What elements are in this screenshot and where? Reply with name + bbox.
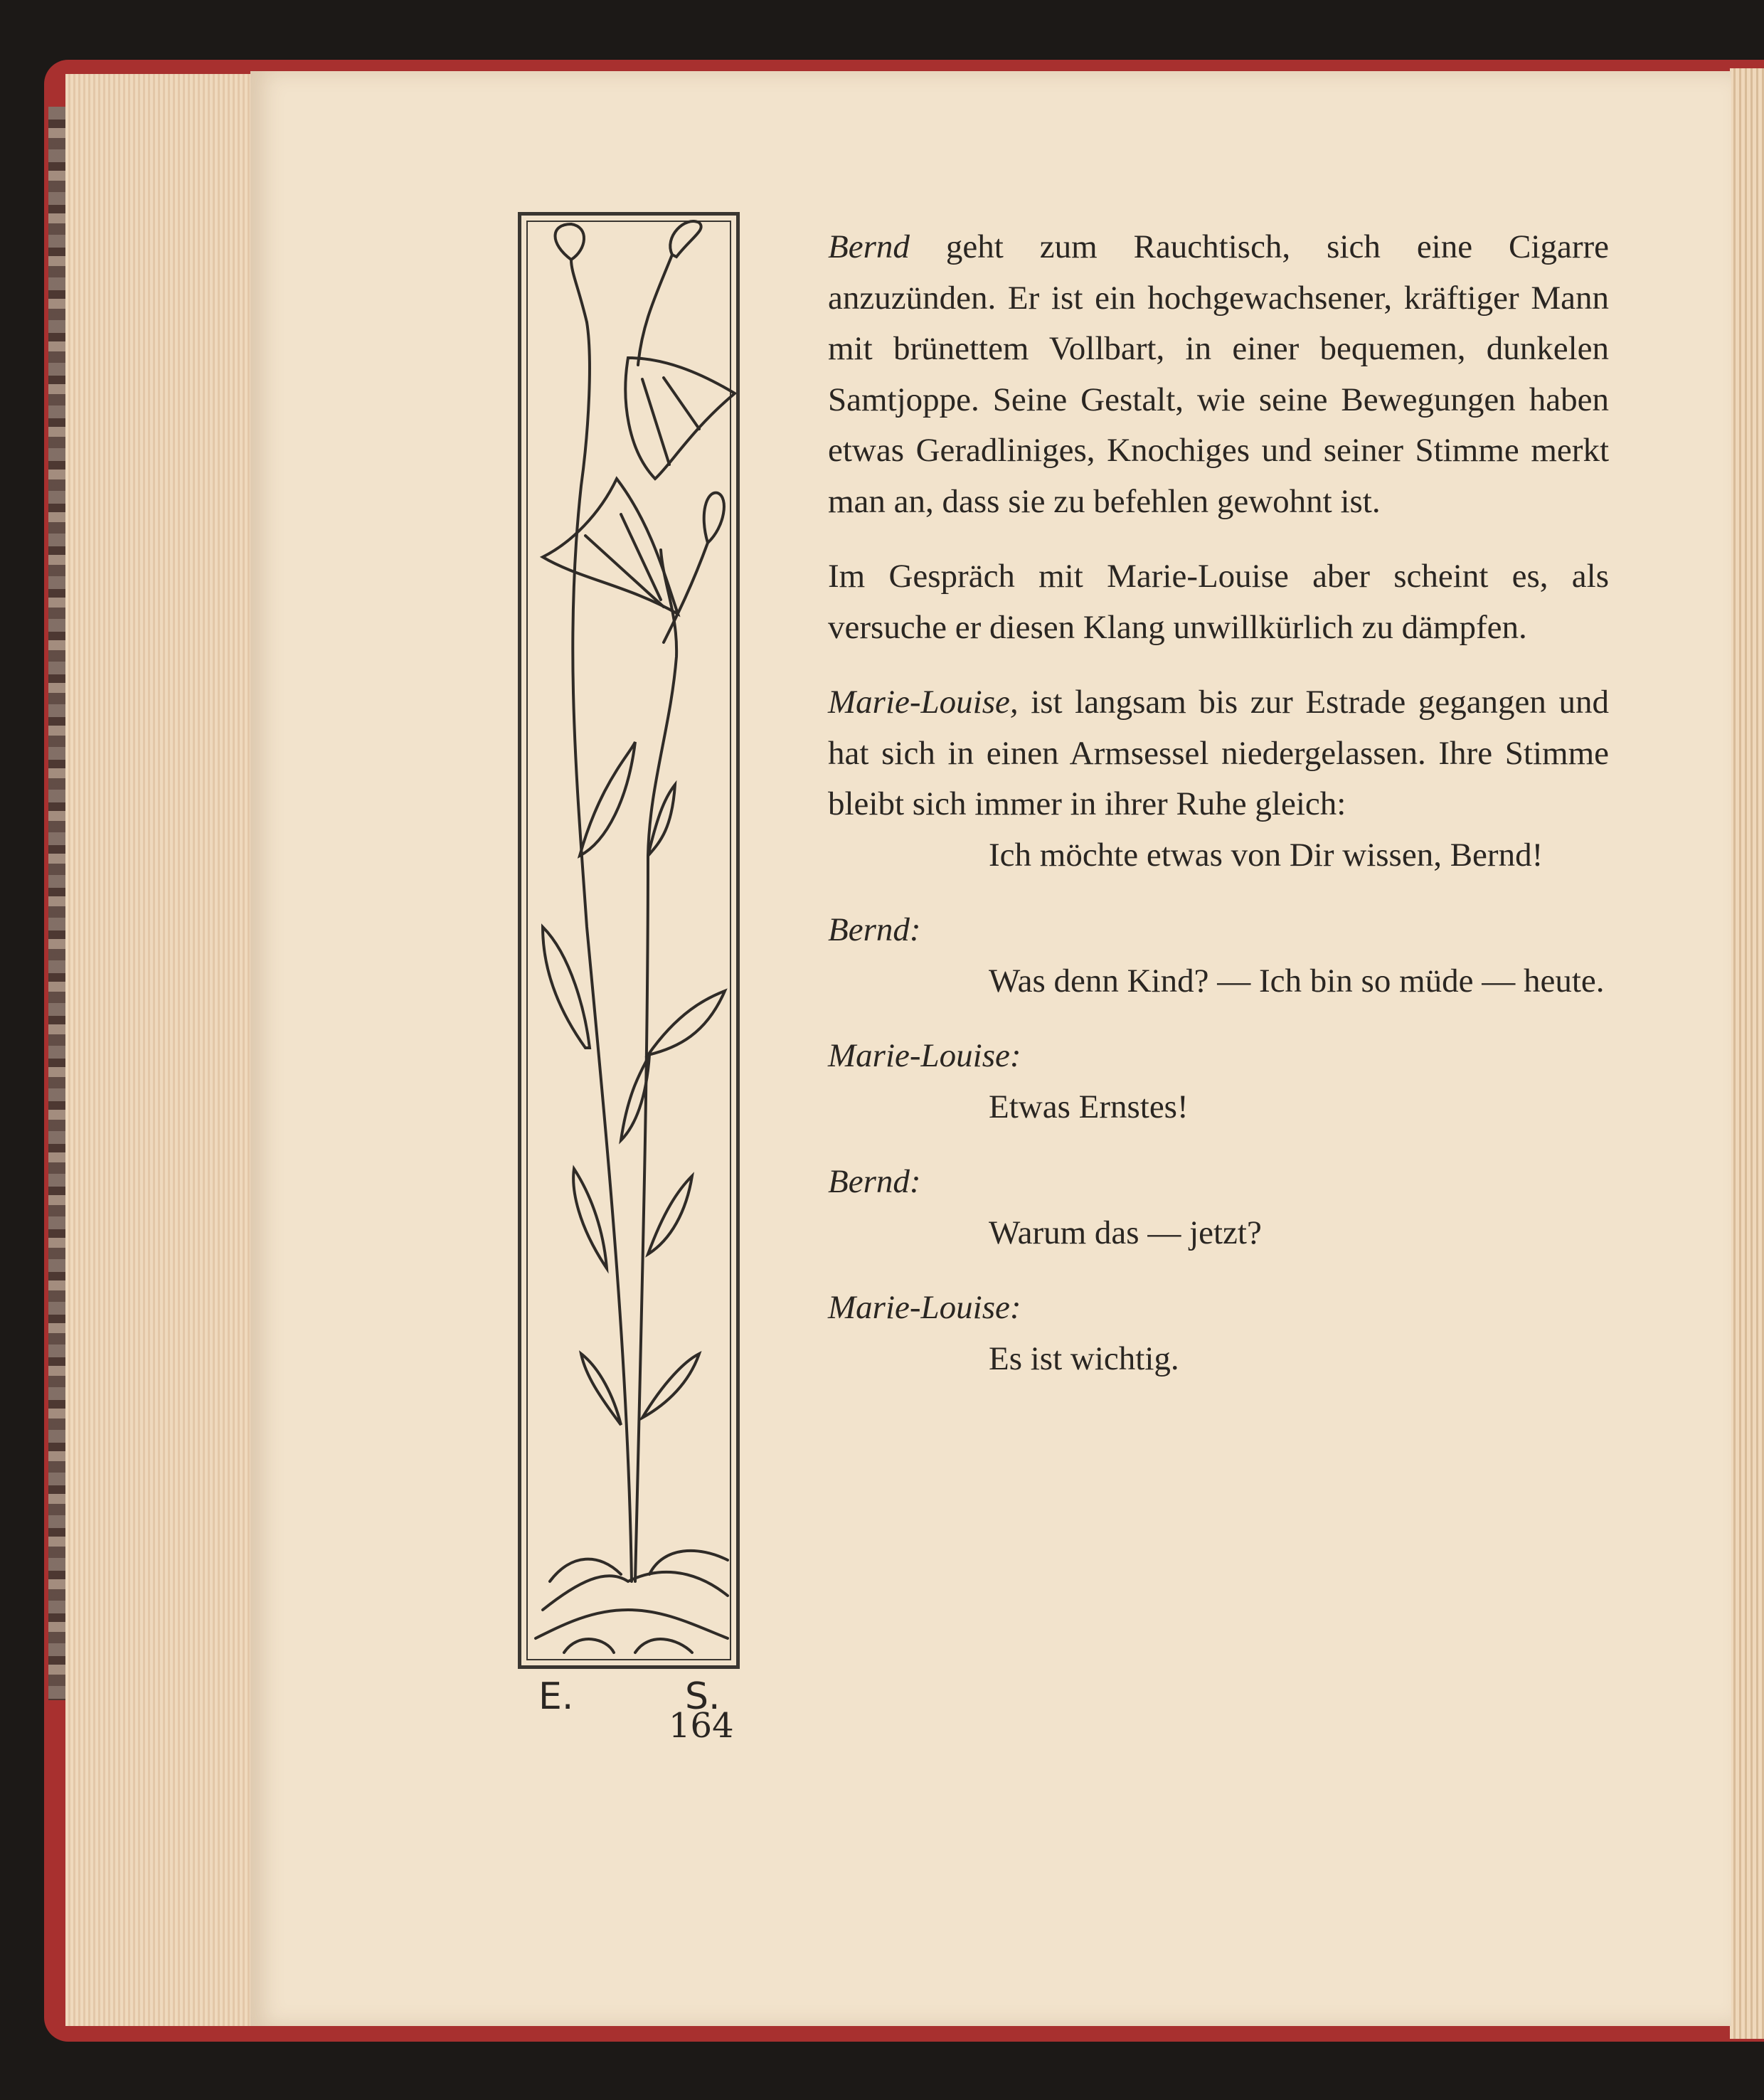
speaker-name: Marie-Louise: xyxy=(828,1037,1021,1074)
paragraph-text: geht zum Rauchtisch, sich eine Cigarre anzuzünden. Er ist ein hochgewachsener, kräftiger Mann mit brünettem Vollbart, in einer bequemen, dunkelen Samtjoppe. Seine Gestalt, wie seine Bewegungen haben etwas Geradliniges, Knochiges und seiner Stimme merkt man an, dass sie zu befehlen gewohnt ist. xyxy=(828,228,1609,520)
page-number: 164 xyxy=(669,1706,734,1746)
speaker-name: Bernd: xyxy=(828,1163,921,1200)
paragraph xyxy=(828,551,1609,653)
page-text xyxy=(828,222,1609,1384)
speech-line: Ich möchte etwas von Dir wissen, Bernd! xyxy=(989,836,1544,874)
speech-line: Was denn Kind? — Ich bin so müde — heute. xyxy=(989,962,1605,999)
artist-initial-right: S. xyxy=(685,1675,721,1718)
speaker-name: Marie-Louise, xyxy=(828,684,1019,721)
facing-page-edge xyxy=(1730,68,1764,2039)
paragraph xyxy=(828,222,1609,527)
speech-line: Etwas Ernstes! xyxy=(989,1088,1189,1125)
paragraph-text: Im Gespräch mit Marie-Louise aber scheint es, als versuche er diesen Klang unwillkürlich zu dämpfen. xyxy=(828,558,1609,646)
paragraph-text: ist langsam bis zur Estrade gegangen und hat sich in einen Armsessel niedergelassen. Ihre Stimme bleibt sich immer in ihrer Ruhe gleich: xyxy=(828,684,1609,822)
speech-line: Es ist wichtig. xyxy=(989,1340,1179,1377)
flower-illustration xyxy=(521,216,736,1665)
bellflower-vignette xyxy=(518,212,740,1718)
page-stack xyxy=(65,74,257,2026)
speaker-name: Bernd xyxy=(828,228,910,265)
paragraph xyxy=(828,677,1609,830)
speech-line: Warum das — jetzt? xyxy=(989,1214,1262,1251)
artist-initial-left: E. xyxy=(538,1675,574,1718)
speaker-name: Bernd: xyxy=(828,911,921,948)
speaker-name: Marie-Louise: xyxy=(828,1289,1021,1326)
